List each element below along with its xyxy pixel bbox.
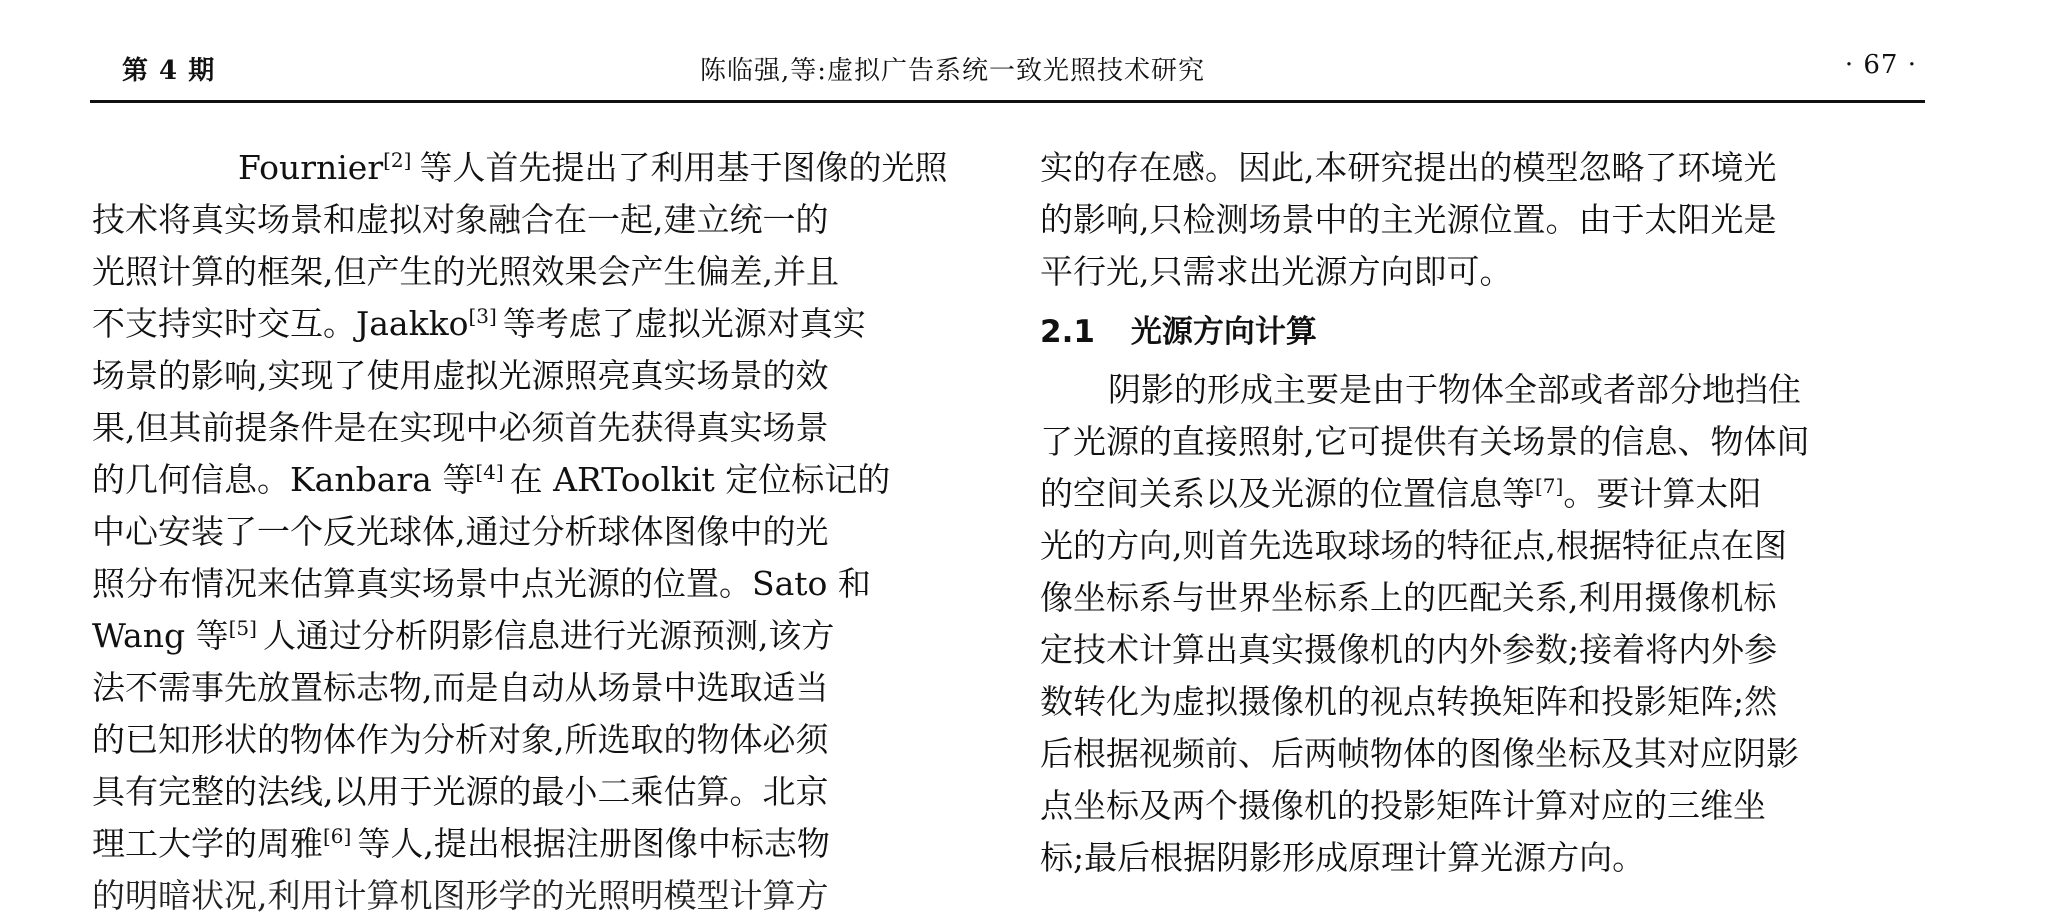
text-fragment: Wang 等 bbox=[92, 616, 229, 655]
citation-ref: [4] bbox=[475, 460, 504, 484]
text-fragment: 的几何信息。Kanbara 等 bbox=[92, 460, 476, 499]
text-fragment: 等人,提出根据注册图像中标志物 bbox=[357, 824, 830, 863]
page-number: · 67 · bbox=[1844, 50, 1917, 80]
text-line: 技术将真实场景和虚拟对象融合在一起,建立统一的 bbox=[92, 200, 829, 239]
text-line: 果,但其前提条件是在实现中必须首先获得真实场景 bbox=[92, 408, 829, 447]
text-line: 实的存在感。因此,本研究提出的模型忽略了环境光 bbox=[1040, 148, 1777, 187]
citation-ref: [2] bbox=[383, 148, 412, 172]
running-header bbox=[90, 40, 1925, 103]
author-name: Fournier bbox=[238, 148, 384, 187]
text-fragment: 理工大学的周雅 bbox=[92, 824, 323, 863]
text-line: 定技术计算出真实摄像机的内外参数;接着将内外参 bbox=[1040, 630, 1778, 669]
citation-ref: [3] bbox=[468, 304, 497, 328]
text-fragment: 不支持实时交互。Jaakko bbox=[92, 304, 469, 343]
section-number: 2.1 bbox=[1040, 314, 1095, 350]
text-fragment: 在 ARToolkit 定位标记的 bbox=[509, 460, 891, 499]
text-line bbox=[92, 454, 962, 506]
text-line bbox=[92, 298, 962, 350]
right-column bbox=[1040, 142, 1940, 884]
section-heading bbox=[1040, 306, 1940, 358]
text-line: 中心安装了一个反光球体,通过分析球体图像中的光 bbox=[92, 512, 829, 551]
text-line: 照分布情况来估算真实场景中点光源的位置。Sato 和 bbox=[92, 564, 871, 603]
text-line bbox=[92, 818, 962, 870]
text-fragment: 阴影的形成主要是由于物体全部或者部分地挡住 bbox=[1108, 370, 1801, 409]
text-fragment: 的空间关系以及光源的位置信息等 bbox=[1040, 474, 1535, 513]
text-line: 像坐标系与世界坐标系上的匹配关系,利用摄像机标 bbox=[1040, 578, 1777, 617]
text-line: 的已知形状的物体作为分析对象,所选取的物体必须 bbox=[92, 720, 829, 759]
text-line bbox=[92, 610, 962, 662]
text-fragment: 。要计算太阳 bbox=[1563, 474, 1762, 513]
citation-ref: [7] bbox=[1535, 474, 1564, 498]
text-line: 光照计算的框架,但产生的光照效果会产生偏差,并且 bbox=[92, 252, 839, 291]
text-line bbox=[1040, 364, 1940, 416]
text-line: 光的方向,则首先选取球场的特征点,根据特征点在图 bbox=[1040, 526, 1787, 565]
text-line: 点坐标及两个摄像机的投影矩阵计算对应的三维坐 bbox=[1040, 786, 1766, 825]
section-title: 光源方向计算 bbox=[1130, 314, 1317, 350]
text-line: 数转化为虚拟摄像机的视点转换矩阵和投影矩阵;然 bbox=[1040, 682, 1778, 721]
citation-ref: [6] bbox=[323, 824, 352, 848]
text-line: 了光源的直接照射,它可提供有关场景的信息、物体间 bbox=[1040, 422, 1810, 461]
text-line: 场景的影响,实现了使用虚拟光源照亮真实场景的效 bbox=[92, 356, 829, 395]
text-line: 具有完整的法线,以用于光源的最小二乘估算。北京 bbox=[92, 772, 829, 811]
running-title: 陈临强,等:虚拟广告系统一致光照技术研究 bbox=[700, 56, 1206, 86]
text-line: 后根据视频前、后两帧物体的图像坐标及其对应阴影 bbox=[1040, 734, 1799, 773]
text-fragment: 等考虑了虚拟光源对真实 bbox=[502, 304, 866, 343]
issue-number: 第 4 期 bbox=[122, 56, 216, 86]
text-line: 平行光,只需求出光源方向即可。 bbox=[1040, 252, 1513, 291]
text-line: 法不需事先放置标志物,而是自动从场景中选取适当 bbox=[92, 668, 829, 707]
text-fragment: 等人首先提出了利用基于图像的光照 bbox=[419, 148, 948, 187]
left-column bbox=[92, 142, 962, 922]
text-line bbox=[92, 142, 962, 194]
text-line bbox=[1040, 468, 1940, 520]
citation-ref: [5] bbox=[228, 616, 257, 640]
text-line: 的影响,只检测场景中的主光源位置。由于太阳光是 bbox=[1040, 200, 1777, 239]
text-fragment: 人通过分析阴影信息进行光源预测,该方 bbox=[262, 616, 835, 655]
text-line: 的明暗状况,利用计算机图形学的光照明模型计算方 bbox=[92, 876, 829, 915]
text-line: 标;最后根据阴影形成原理计算光源方向。 bbox=[1040, 838, 1646, 877]
